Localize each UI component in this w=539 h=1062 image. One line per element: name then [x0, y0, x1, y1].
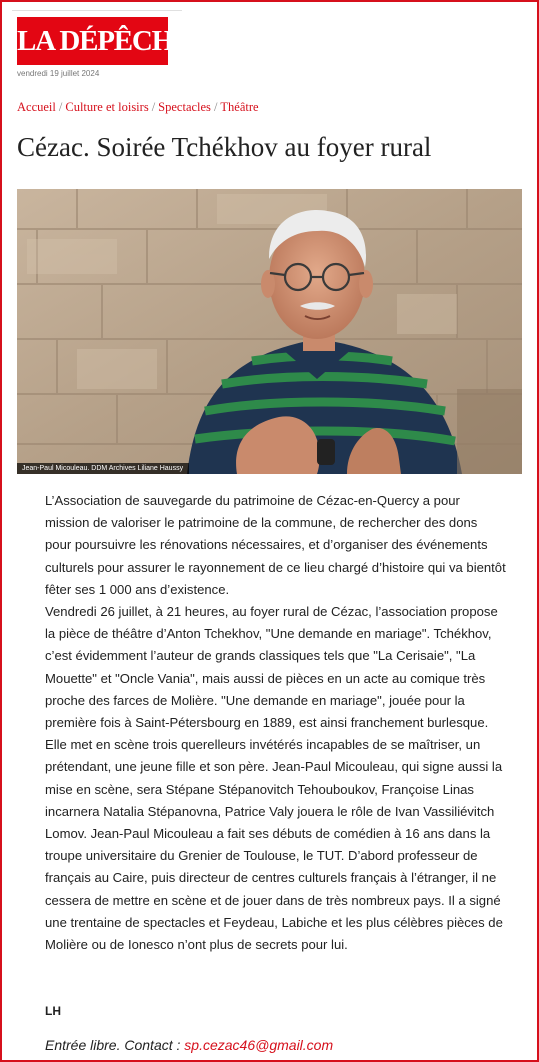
contact-line [45, 1037, 333, 1053]
breadcrumb-separator: / [213, 100, 218, 114]
article-paragraph: L’Association de sauvegarde du patrimoine de Cézac-en-Quercy a pour mission de valoriser le patrimoine de la commune, de rechercher des dons pour poursuivre les rénovations nécessaires, et d’organiser des événements culturels pour assurer le rayonnement de ce lieu chargé d’histoire qui va bientôt fêter ses 1 000 ans d’existence. [45, 493, 506, 597]
page [2, 2, 537, 1060]
article-photo[interactable] [17, 189, 522, 474]
site-logo[interactable]: LA DÉPÊCHE [17, 17, 168, 65]
contact-label: Entrée libre. Contact : [45, 1037, 185, 1053]
publication-date: vendredi 19 juillet 2024 [17, 69, 100, 78]
portrait-photo-icon [17, 189, 522, 474]
article-title: Cézac. Soirée Tchékhov au foyer rural [17, 132, 432, 162]
photo-caption: Jean-Paul Micouleau. DDM Archives Liliane Haussy [17, 463, 189, 474]
top-divider [12, 10, 182, 11]
contact-email-link[interactable]: sp.cezac46@gmail.com [184, 1037, 334, 1053]
breadcrumb-accueil[interactable]: Accueil [17, 100, 56, 114]
breadcrumb-theatre[interactable]: Théâtre [220, 100, 259, 114]
breadcrumb-separator: / [151, 100, 156, 114]
author-signature: LH [45, 1004, 61, 1018]
article-body [45, 490, 507, 956]
breadcrumb-spectacles[interactable]: Spectacles [158, 100, 211, 114]
breadcrumb-separator: / [58, 100, 63, 114]
article-paragraph: Vendredi 26 juillet, à 21 heures, au foyer rural de Cézac, l’association propose la pièce de théâtre d’Anton Tchekhov, "Une demande en mariage". Tchékhov, c’est évidemment l’auteur de grands classiques tels que "La Cerisaie", "La Mouette" et "Oncle Vania", mais aussi de pièces en un acte au comique très proche des farces de Molière. "Une demande en mariage", jouée pour la première fois à Saint-Pétersbourg en 1889, est ainsi franchement burlesque. Elle met en scène trois querelleurs invétérés incapables de se maîtriser, un prétendant, une jeune fille et son père. Jean-Paul Micouleau, qui signe aussi la mise en scène, sera Stépane Stépanovitch Tehouboukov, Françoise Linas incarnera Natalia Stépanovna, Patrice Valy jouera le rôle de Ivan Vassiliévitch Lomov. Jean-Paul Micouleau a fait ses débuts de comédien à 16 ans dans la troupe universitaire du Grenier de Toulouse, le TUT. D’abord professeur de français au Caire, puis directeur de centres culturels français à l’étranger, il ne cessera de mettre en scène et de jouer dans de très nombreux pays. Il a signé une trentaine de spectacles et Feydeau, Labiche et les plus célèbres pièces de Molière ou de Ionesco n’ont plus de secrets pour lui. [45, 604, 503, 953]
breadcrumb [17, 100, 259, 115]
breadcrumb-culture-et-loisirs[interactable]: Culture et loisirs [65, 100, 149, 114]
